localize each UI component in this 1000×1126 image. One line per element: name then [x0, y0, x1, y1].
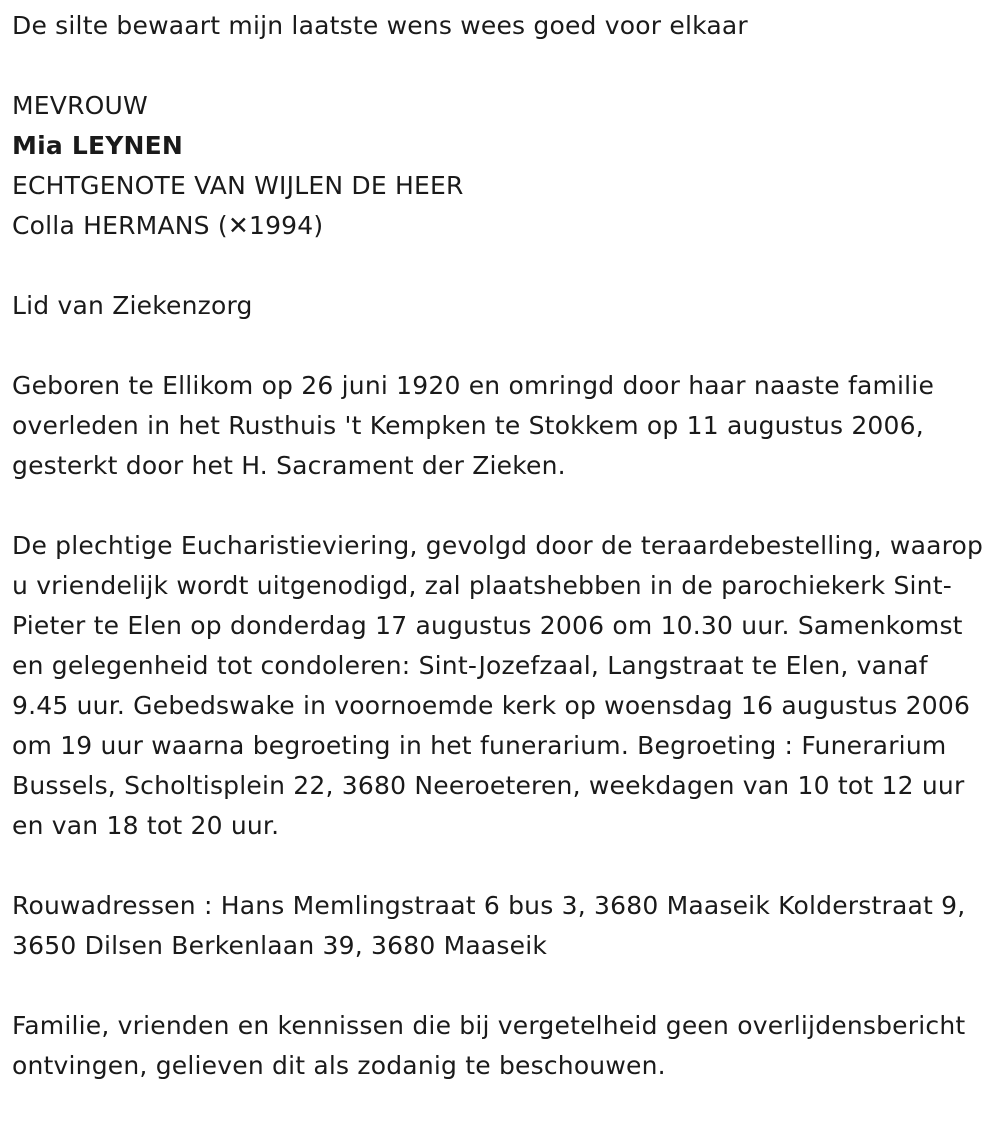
- spouse-title: ECHTGENOTE VAN WIJLEN DE HEER: [12, 171, 464, 200]
- motto-line: De silte bewaart mijn laatste wens wees goed voor elkaar: [12, 11, 748, 40]
- membership-line: Lid van Ziekenzorg: [12, 291, 253, 320]
- ceremony-paragraph: De plechtige Eucharistieviering, gevolgd door de teraardebestelling, waarop u vriendelijk wordt uitgenodigd, zal plaatshebben in de parochiekerk Sint-Pieter te Elen op donderdag 17 augustus 2006 om 10.30 uur. Samenkomst en gelegenheid tot condoleren: Sint-Jozefzaal, Langstraat te Elen, vanaf 9.45 uur. Gebedswake in voornoemde kerk op woensdag 16 augustus 2006 om 19 uur waarna begroeting in het funerarium. Begroeting : Funerarium Bussels, Scholtisplein 22, 3680 Neeroeteren, weekdagen van 10 tot 12 uur en van 18 tot 20 uur.: [12, 531, 984, 840]
- salutation: MEVROUW: [12, 91, 148, 120]
- birth-death-paragraph: Geboren te Ellikom op 26 juni 1920 en omringd door haar naaste familie overleden in het Rusthuis 't Kempken te Stokkem op 11 augustus 2006, gesterkt door het H. Sacrament der Zieken.: [12, 371, 935, 480]
- deceased-name: Mia LEYNEN: [12, 131, 184, 160]
- addresses-paragraph: Rouwadressen : Hans Memlingstraat 6 bus 3, 3680 Maaseik Kolderstraat 9, 3650 Dilsen Berkenlaan 39, 3680 Maaseik: [12, 891, 966, 960]
- obituary-notice: [12, 6, 988, 1086]
- spouse-name: Colla HERMANS (✕1994): [12, 211, 324, 240]
- closing-paragraph: Familie, vrienden en kennissen die bij vergetelheid geen overlijdensbericht ontvingen, gelieven dit als zodanig te beschouwen.: [12, 1011, 966, 1080]
